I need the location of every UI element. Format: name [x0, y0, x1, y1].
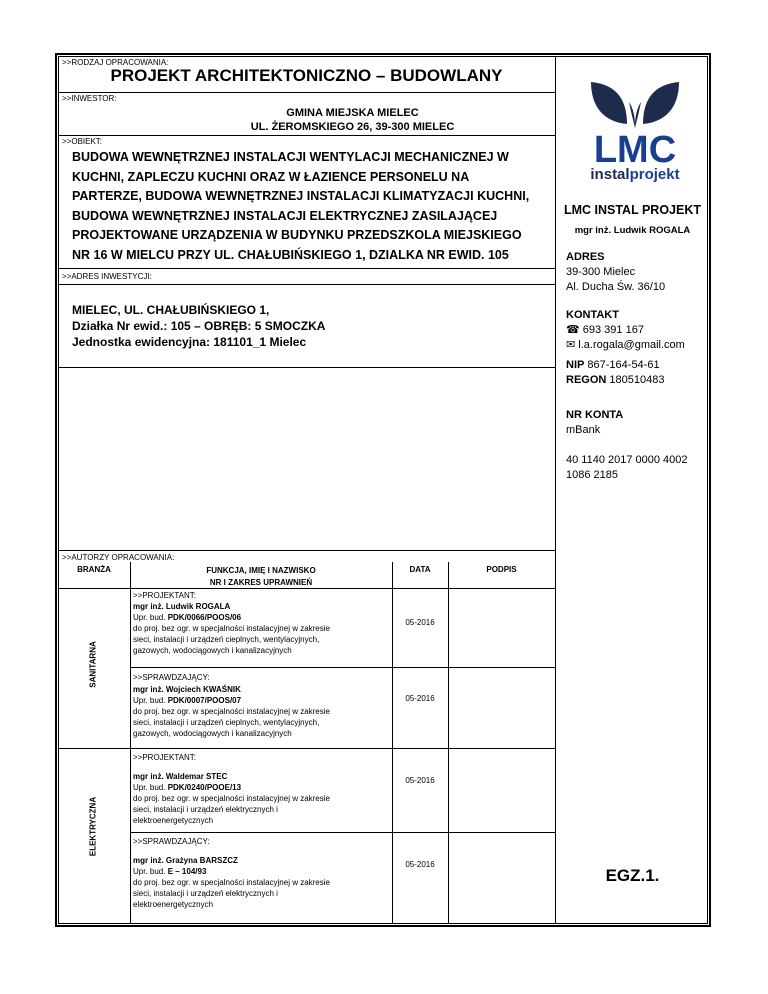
author-desc: sieci, instalacji i urządzeń elektrycznych i: [133, 805, 278, 814]
obiekt-line: BUDOWA WEWNĘTRZNEJ INSTALACJI ELEKTRYCZNEJ ZASILAJĄCEJ: [72, 208, 498, 223]
header-funkcja-line: FUNKCJA, IMIĘ I NAZWISKO: [206, 566, 316, 575]
adres-line: Jednostka ewidencyjna: 181101_1 Mielec: [72, 335, 307, 349]
logo-leaf-icon: [591, 82, 627, 124]
author-upr: [133, 866, 391, 877]
obiekt-line: BUDOWA WEWNĘTRZNEJ INSTALACJI WENTYLACJI MECHANICZNEJ W: [72, 150, 509, 164]
konto-line: 40 1140 2017 0000 4002: [566, 454, 688, 466]
regon-label: REGON: [566, 374, 607, 386]
upr-prefix: Upr. bud.: [133, 867, 168, 876]
rodzaj-tag: >>RODZAJ OPRACOWANIA:: [62, 58, 169, 67]
obiekt-line: NR 16 W MIELCU PRZY UL. CHAŁUBIŃSKIEGO 1, DZIALKA NR EWID. 105: [72, 247, 509, 262]
author-desc: sieci, instalacji i urządzeń elektrycznych i: [133, 889, 278, 898]
logo-subtext: [590, 166, 679, 183]
header-funkcja-line: NR I ZAKRES UPRAWNIEŃ: [209, 578, 313, 587]
obiekt-line: PROJEKTOWANE URZĄDZENIA W BUDYNKU PRZEDSZKOLA MIEJSKIEGO: [72, 228, 522, 242]
konto-label: NR KONTA: [566, 409, 624, 421]
adres-line: Działka Nr ewid.: 105 – OBRĘB: 5 SMOCZKA: [72, 319, 326, 333]
divider: [58, 268, 555, 269]
author-desc: sieci, instalacji i urządzeń cieplnych, wentylacyjnych,: [133, 635, 320, 644]
company-person: mgr inż. Ludwik ROGALA: [574, 225, 691, 236]
divider: [58, 748, 555, 749]
autorzy-tag: >>AUTORZY OPRACOWANIA:: [62, 553, 175, 562]
nip-row: [566, 358, 706, 373]
author-date: 05-2016: [405, 776, 435, 785]
obiekt-line: PARTERZE, BUDOWA WEWNĘTRZNEJ INSTALACJI KLIMATYZACJI KUCHNI,: [72, 189, 530, 203]
divider: [130, 667, 555, 668]
divider: [58, 92, 555, 93]
upr-number: PDK/0240/POOE/13: [167, 783, 242, 792]
author-role: >>SPRAWDZAJĄCY:: [133, 837, 210, 846]
author-role: >>PROJEKTANT:: [133, 591, 196, 600]
logo-sub-b: projekt: [629, 166, 680, 183]
author-row: [133, 590, 391, 656]
author-upr: [133, 695, 391, 706]
author-role: >>PROJEKTANT:: [133, 753, 196, 762]
author-name: mgr inż. Grażyna BARSZCZ: [133, 856, 238, 865]
company-logo: [585, 82, 685, 186]
adres-inwestycji-tag: >>ADRES INWESTYCJI:: [62, 272, 152, 281]
author-date: 05-2016: [405, 618, 435, 627]
company-address: [566, 250, 706, 295]
author-role: >>SPRAWDZAJĄCY:: [133, 673, 210, 682]
phone-icon: ☎: [566, 324, 583, 336]
logo-sub-a: instal: [590, 166, 630, 183]
divider: [130, 562, 131, 924]
header-funkcja: [130, 565, 392, 589]
inwestor-tag: >>INWESTOR:: [62, 94, 117, 103]
phone-row: [566, 323, 706, 338]
bank-name: mBank: [566, 424, 601, 436]
author-date: 05-2016: [405, 860, 435, 869]
upr-number: E – 104/93: [167, 867, 207, 876]
divider: [130, 832, 555, 833]
author-desc: gazowych, wodociągowych i kanalizacyjnych: [133, 729, 292, 738]
upr-prefix: Upr. bud.: [133, 783, 168, 792]
obiekt-line: KUCHNI, ZAPLECZU KUCHNI ORAZ W ŁAZIENCE PERSONELU NA: [72, 169, 470, 184]
company-name: LMC INSTAL PROJEKT: [563, 203, 702, 217]
column-divider: [555, 56, 556, 924]
upr-prefix: Upr. bud.: [133, 696, 168, 705]
author-date: 05-2016: [405, 694, 435, 703]
author-desc: do proj. bez ogr. w specjalności instalacyjnej w zakresie: [133, 707, 330, 716]
company-bank: [566, 408, 706, 483]
document-title: PROJEKT ARCHITEKTONICZNO – BUDOWLANY: [110, 66, 503, 85]
company-contact: [566, 308, 706, 353]
konto-line: 1086 2185: [566, 469, 618, 481]
author-upr: [133, 612, 391, 623]
nip-value: 867-164-54-61: [587, 359, 660, 371]
divider: [58, 550, 555, 551]
phone-number: 693 391 167: [582, 324, 644, 336]
logo-leaf-icon: [629, 102, 641, 128]
header-branza: BRANŻA: [77, 565, 111, 574]
kontakt-label: KONTAKT: [566, 309, 619, 321]
divider: [448, 562, 449, 924]
obiekt-tag: >>OBIEKT:: [62, 137, 103, 146]
adres-line: MIELEC, UL. CHAŁUBIŃSKIEGO 1,: [72, 303, 270, 317]
author-row: [133, 836, 391, 910]
divider: [58, 588, 555, 589]
email-address: l.a.rogala@gmail.com: [578, 339, 685, 351]
header-data: DATA: [409, 565, 431, 574]
upr-prefix: Upr. bud.: [133, 613, 168, 622]
inwestor-address: UL. ŻEROMSKIEGO 26, 39-300 MIELEC: [250, 121, 455, 133]
header-podpis: PODPIS: [486, 565, 517, 574]
adres-inwestycji: [72, 302, 542, 350]
author-name: mgr inż. Ludwik ROGALA: [133, 602, 231, 611]
branza-sanitarna: SANITARNA: [88, 641, 98, 688]
logo-leaf-icon: [643, 82, 679, 124]
upr-number: PDK/0007/POOS/07: [167, 696, 242, 705]
divider: [58, 367, 555, 368]
author-desc: do proj. bez ogr. w specjalności instalacyjnej w zakresie: [133, 624, 330, 633]
egz-number: EGZ.1.: [605, 866, 660, 885]
author-name: mgr inż. Wojciech KWAŚNIK: [133, 685, 241, 694]
divider: [392, 562, 393, 924]
author-desc: elektroenergetycznych: [133, 900, 214, 909]
author-name: mgr inż. Waldemar STEC: [133, 772, 228, 781]
author-desc: do proj. bez ogr. w specjalności instalacyjnej w zakresie: [133, 878, 330, 887]
envelope-icon: ✉: [566, 339, 579, 351]
adres-line: Al. Ducha Św. 36/10: [566, 281, 666, 293]
author-desc: gazowych, wodociągowych i kanalizacyjnych: [133, 646, 292, 655]
divider: [58, 284, 555, 285]
divider: [58, 135, 555, 136]
adres-label: ADRES: [566, 251, 605, 263]
branza-elektryczna: ELEKTRYCZNA: [88, 796, 98, 857]
author-desc: sieci, instalacji i urządzeń cieplnych, wentylacyjnych,: [133, 718, 320, 727]
email-row: [566, 338, 706, 353]
author-desc: do proj. bez ogr. w specjalności instalacyjnej w zakresie: [133, 794, 330, 803]
nip-label: NIP: [566, 359, 585, 371]
logo-text: LMC: [593, 129, 677, 171]
regon-row: [566, 373, 706, 388]
upr-number: PDK/0066/POOS/06: [167, 613, 242, 622]
regon-value: 180510483: [609, 374, 665, 386]
adres-line: 39-300 Mielec: [566, 266, 636, 278]
author-upr: [133, 782, 391, 793]
obiekt-description: [72, 148, 552, 265]
author-desc: elektroenergetycznych: [133, 816, 214, 825]
author-row: [133, 752, 391, 826]
inwestor-name: GMINA MIEJSKA MIELEC: [286, 107, 419, 119]
company-ids: [566, 358, 706, 388]
author-row: [133, 672, 391, 739]
